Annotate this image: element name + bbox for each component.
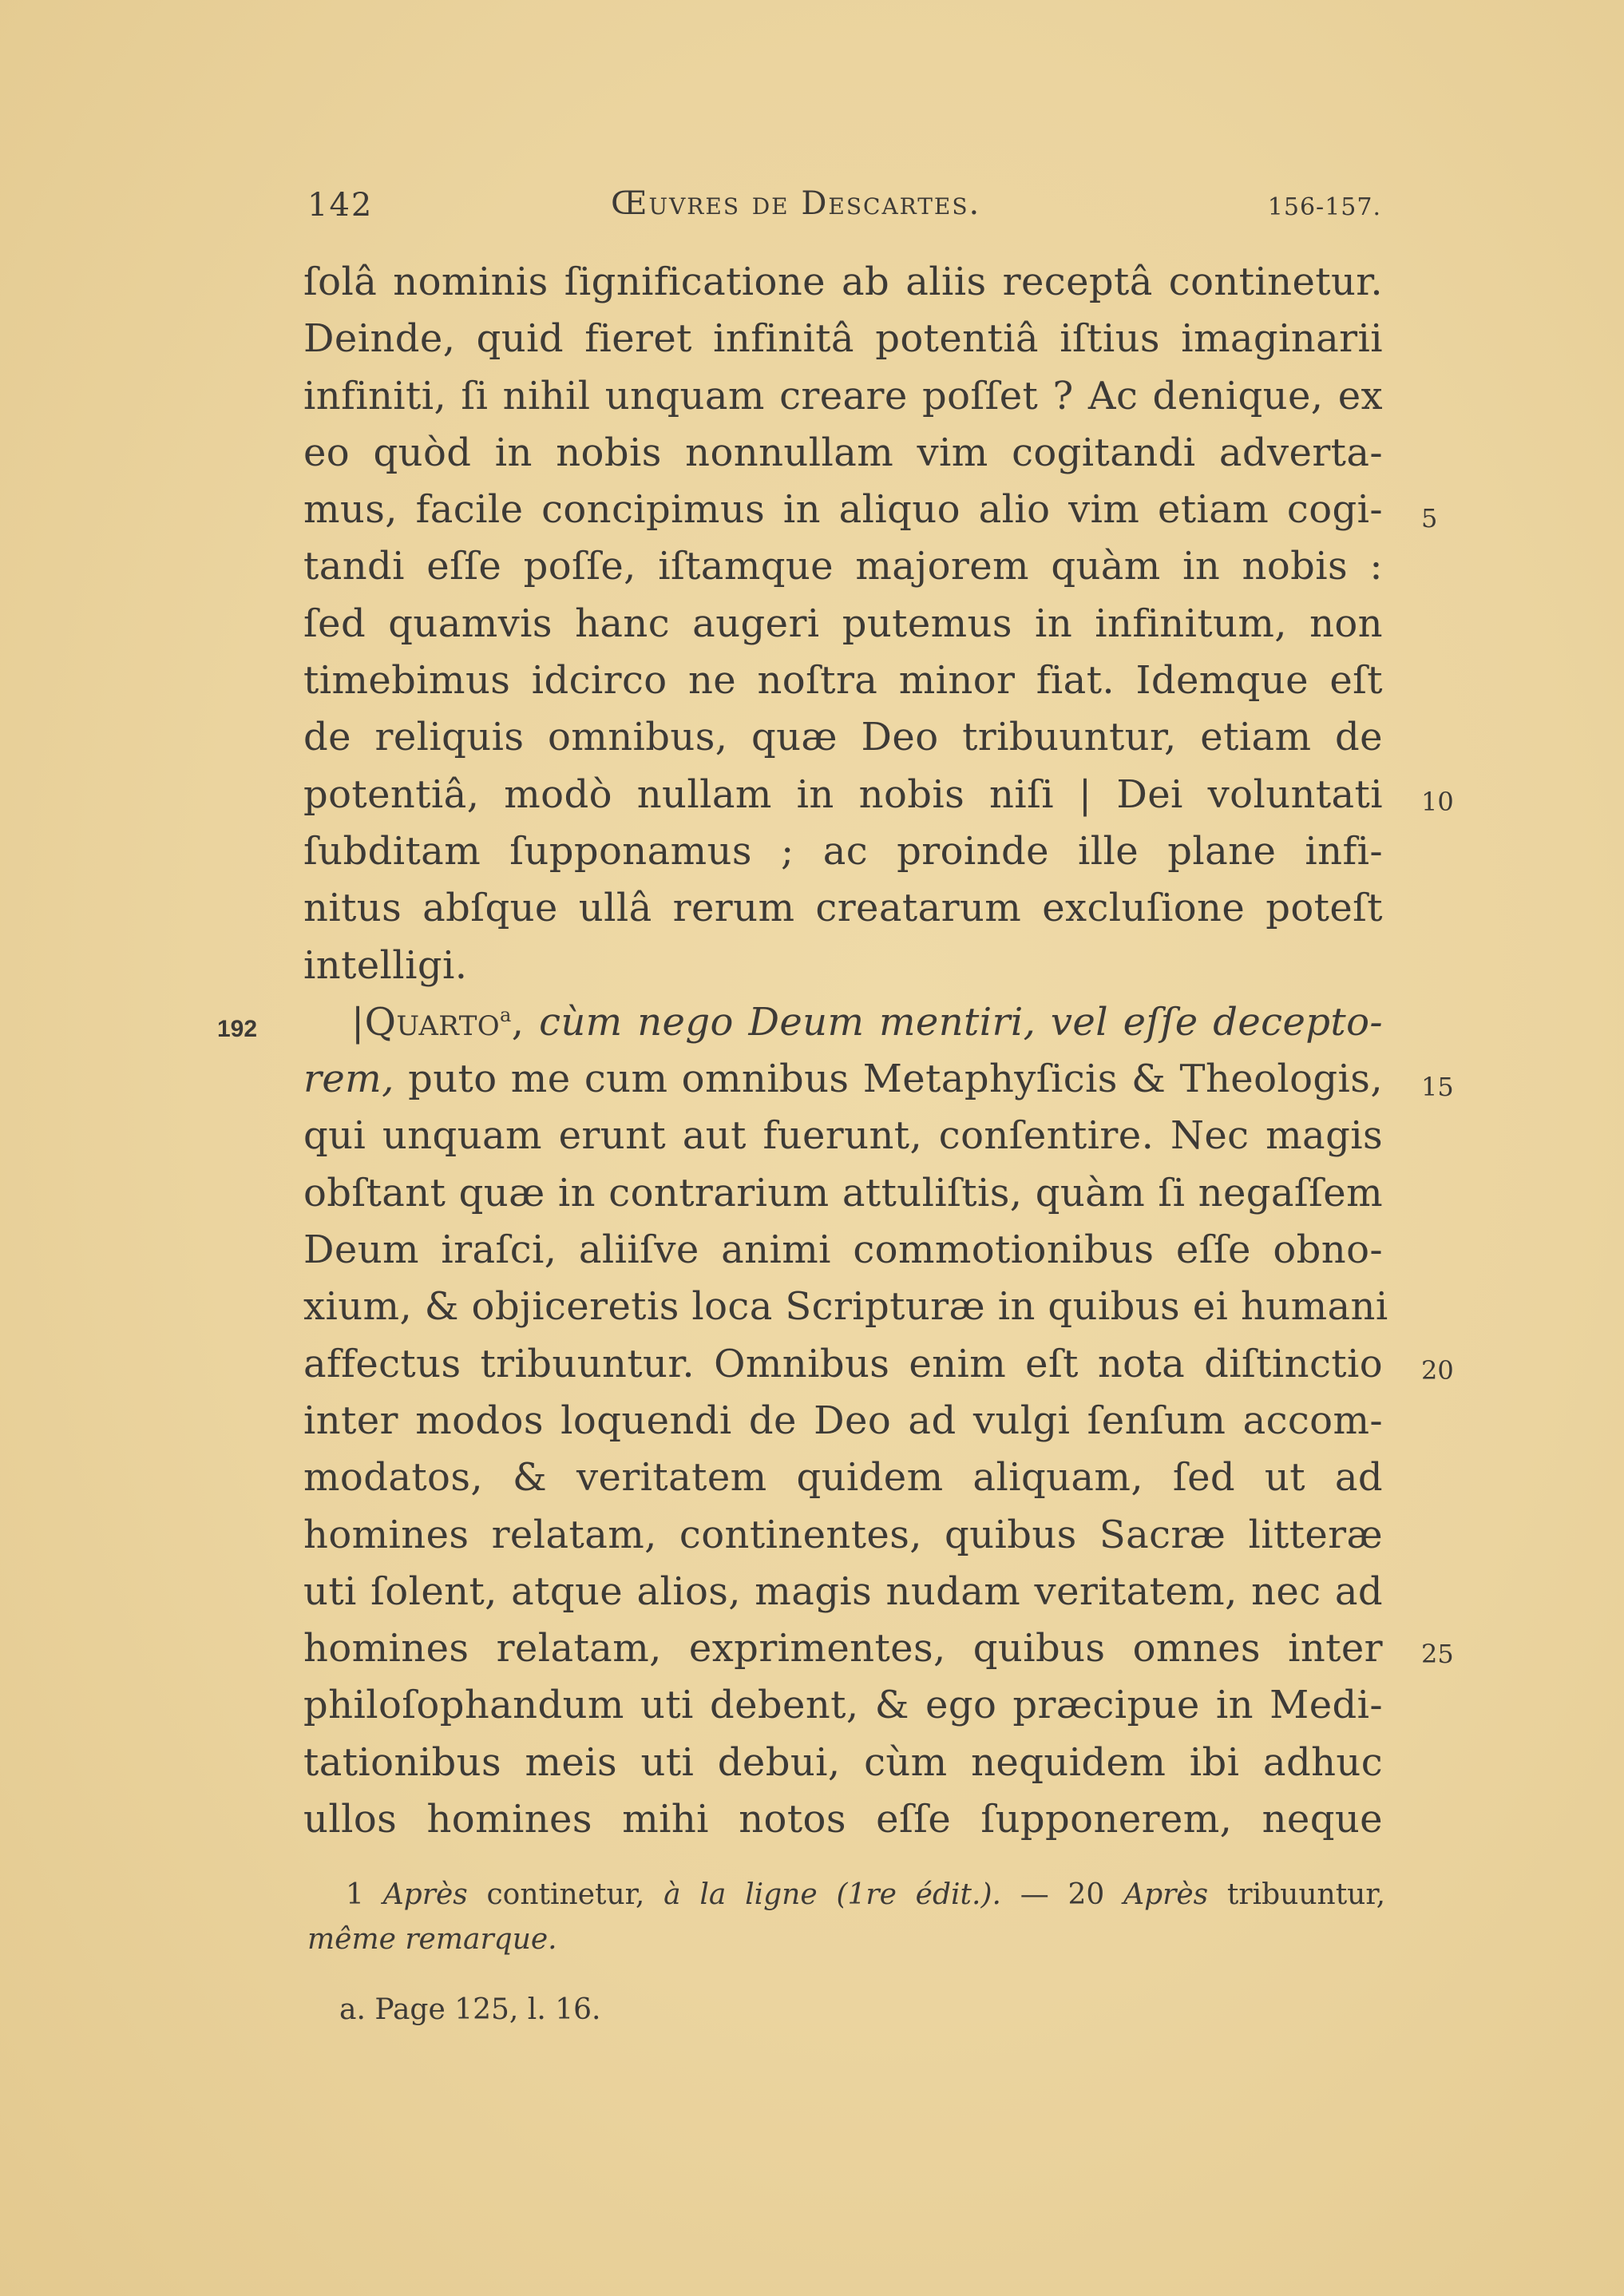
line-number: 10	[1421, 787, 1454, 817]
text-line: tationibus meis uti debui, cùm nequidem ibi adhuc	[303, 1739, 1383, 1785]
text-line: obſtant quæ in contrarium attuliſtis, quàm ſi negaſſem	[303, 1170, 1383, 1215]
running-header	[307, 182, 1381, 238]
text-line: timebimus idcirco ne noſtra minor fiat. Idemque eſt	[303, 658, 1383, 704]
text-line: ſubditam ſupponamus ; ac proinde ille plane infi-	[303, 828, 1383, 874]
text-line: uti ſolent, atque alios, magis nudam veritatem, nec ad	[303, 1568, 1383, 1614]
page-number: 142	[307, 187, 374, 224]
text-line: philoſophandum uti debent, & ego præcipue in Medi-	[303, 1683, 1383, 1728]
text-line: affectus tribuuntur. Omnibus enim eſt nota diſtinctio	[303, 1341, 1383, 1386]
body-text	[303, 254, 1388, 1848]
text-line	[303, 1051, 1383, 1108]
line-number: 20	[1421, 1355, 1454, 1386]
footnotes	[307, 1873, 1385, 2032]
running-title: Œuvres de Descartes.	[611, 185, 981, 222]
text-line: mus, facile concipimus in aliquo alio vim etiam cogi-	[303, 487, 1383, 533]
text-line: inter modos loquendi de Deo ad vulgi ſenſum accom-	[303, 1398, 1383, 1443]
line-number: 25	[1421, 1639, 1454, 1669]
text-line-rest: puto me cum omnibus Metaphyſicis & Theologis,	[408, 1057, 1383, 1102]
text-line: ullos homines mihi notos eſſe ſupponerem, neque	[303, 1797, 1383, 1842]
text-line: potentiâ, modò nullam in nobis niſi | Dei voluntati	[303, 771, 1383, 817]
footnote-reference: a. Page 125, l. 16.	[339, 1993, 601, 2026]
text-line: Deinde, quid fieret infinitâ potentiâ iſtius imaginarii	[303, 316, 1383, 362]
comma: ,	[511, 999, 540, 1045]
quarto-line	[303, 994, 1383, 1051]
text-line: de reliquis omnibus, quæ Deo tribuuntur, etiam de	[303, 715, 1383, 760]
text-line: eo quòd in nobis nonnullam vim cogitandi adverta-	[303, 430, 1383, 475]
text-line: nitus abſque ullâ rerum creatarum excluſione poteſt	[303, 886, 1383, 931]
text-line: ſed quamvis hanc augeri putemus in infinitum, non	[303, 601, 1383, 646]
text-line: infiniti, ſi nihil unquam creare poſſet ? Ac denique, ex	[303, 373, 1383, 418]
italic-rem: rem,	[303, 1057, 394, 1102]
page-break-bar: |	[351, 999, 365, 1045]
text-line: Deum iraſci, aliiſve animi commotionibus eſſe obno-	[303, 1227, 1383, 1273]
page-range: 156-157.	[1267, 193, 1381, 221]
text-line: homines relatam, continentes, quibus Sacræ litteræ	[303, 1512, 1383, 1557]
text-line: ſolâ nominis ſignificatione ab aliis receptâ continetur.	[303, 260, 1383, 304]
footnote-variant-cont: même remarque.	[307, 1923, 557, 1956]
text-line: xium, & objiceretis loca Scripturæ in quibus ei humani	[303, 1284, 1388, 1330]
marginal-page-reference: 192	[217, 1016, 258, 1042]
line-number: 5	[1421, 503, 1438, 533]
text-line: tandi eſſe poſſe, iſtamque majorem quàm in nobis :	[303, 544, 1383, 589]
text-line: intelligi.	[303, 942, 468, 988]
text-line: homines relatam, exprimentes, quibus omnes inter	[303, 1626, 1383, 1671]
quarto-heading: Quarto	[364, 999, 501, 1045]
footnote-variant: 1 Après continetur, à la ligne (1re édit.). — 20 Après tribuuntur,	[346, 1878, 1386, 1911]
quarto-italic: cùm nego Deum mentiri, vel eſſe decepto-	[539, 999, 1383, 1045]
text-line: modatos, & veritatem quidem aliquam, ſed ut ad	[303, 1455, 1383, 1501]
text-line: qui unquam erunt aut fuerunt, conſentire. Nec magis	[303, 1113, 1383, 1159]
note-mark: a	[500, 1003, 512, 1026]
line-number: 15	[1421, 1072, 1454, 1102]
